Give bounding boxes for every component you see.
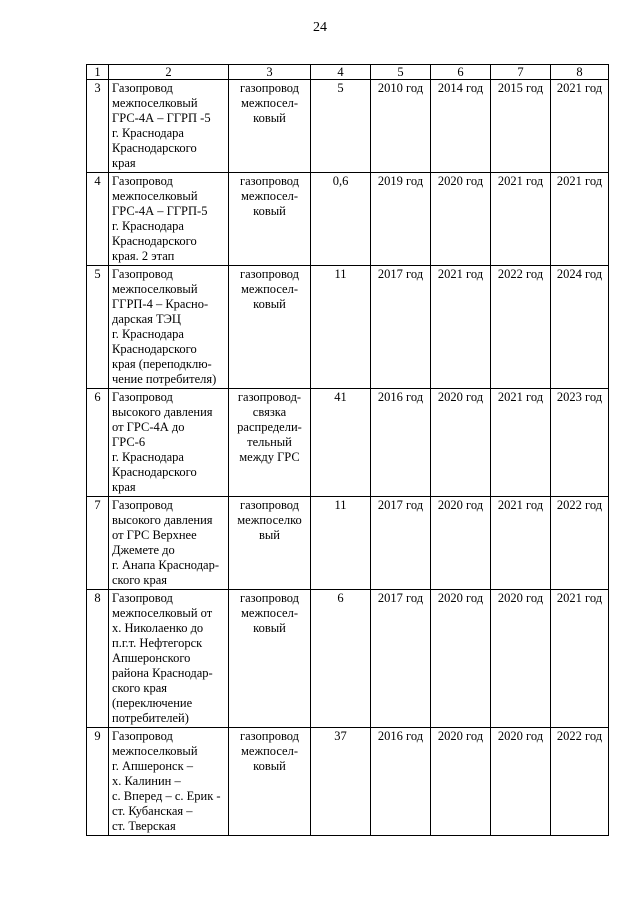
table-row — [87, 497, 609, 590]
row-number: 4 — [87, 173, 109, 266]
pipeline-length: 11 — [311, 266, 371, 389]
pipeline-type: газопровод межпосел- ковый — [229, 728, 311, 836]
table-row — [87, 266, 609, 389]
column-header: 8 — [551, 65, 609, 80]
pipeline-name: Газопровод межпоселковый от х. Николаенко до п.г.т. Нефтегорск Апшеронского района Краснодар- ского края (переключение потребителей) — [109, 590, 229, 728]
pipeline-type: газопровод межпосел- ковый — [229, 590, 311, 728]
column-header: 6 — [431, 65, 491, 80]
year-cell: 2020 год — [431, 590, 491, 728]
pipeline-length: 6 — [311, 590, 371, 728]
row-number: 9 — [87, 728, 109, 836]
year-cell: 2022 год — [551, 497, 609, 590]
year-cell: 2020 год — [431, 728, 491, 836]
year-cell: 2021 год — [491, 389, 551, 497]
pipeline-length: 11 — [311, 497, 371, 590]
year-cell: 2010 год — [371, 80, 431, 173]
pipeline-name: Газопровод межпоселковый ГРС-4А – ГГРП-5 г. Краснодара Краснодарского края. 2 этап — [109, 173, 229, 266]
year-cell: 2017 год — [371, 497, 431, 590]
column-header: 5 — [371, 65, 431, 80]
pipeline-name: Газопровод межпоселковый г. Апшеронск – х. Калинин – с. Вперед – с. Ерик - ст. Кубанская – ст. Тверская — [109, 728, 229, 836]
row-number: 7 — [87, 497, 109, 590]
year-cell: 2017 год — [371, 266, 431, 389]
row-number: 5 — [87, 266, 109, 389]
year-cell: 2017 год — [371, 590, 431, 728]
year-cell: 2016 год — [371, 389, 431, 497]
table-row — [87, 173, 609, 266]
year-cell: 2021 год — [551, 590, 609, 728]
pipeline-type: газопровод межпосел- ковый — [229, 173, 311, 266]
pipeline-name: Газопровод высокого давления от ГРС Верхнее Джемете до г. Анапа Краснодар- ского края — [109, 497, 229, 590]
page-number: 24 — [313, 20, 327, 35]
year-cell: 2015 год — [491, 80, 551, 173]
year-cell: 2020 год — [491, 728, 551, 836]
pipeline-name: Газопровод высокого давления от ГРС-4А до ГРС-6 г. Краснодара Краснодарского края — [109, 389, 229, 497]
year-cell: 2016 год — [371, 728, 431, 836]
year-cell: 2021 год — [491, 173, 551, 266]
year-cell: 2021 год — [551, 80, 609, 173]
gas-pipeline-table — [86, 64, 609, 836]
pipeline-length: 37 — [311, 728, 371, 836]
row-number: 8 — [87, 590, 109, 728]
year-cell: 2021 год — [431, 266, 491, 389]
year-cell: 2014 год — [431, 80, 491, 173]
table-header-row — [87, 65, 609, 80]
year-cell: 2020 год — [431, 497, 491, 590]
row-number: 6 — [87, 389, 109, 497]
table-row — [87, 389, 609, 497]
year-cell: 2021 год — [551, 173, 609, 266]
pipeline-name: Газопровод межпоселковый ГГРП-4 – Красно- дарская ТЭЦ г. Краснодара Краснодарского края (переподклю- чение потребителя) — [109, 266, 229, 389]
pipeline-length: 5 — [311, 80, 371, 173]
year-cell: 2020 год — [431, 389, 491, 497]
year-cell: 2021 год — [491, 497, 551, 590]
year-cell: 2022 год — [551, 728, 609, 836]
pipeline-name: Газопровод межпоселковый ГРС-4А – ГГРП -5 г. Краснодара Краснодарского края — [109, 80, 229, 173]
year-cell: 2020 год — [431, 173, 491, 266]
column-header: 7 — [491, 65, 551, 80]
pipeline-length: 41 — [311, 389, 371, 497]
table-row — [87, 80, 609, 173]
year-cell: 2022 год — [491, 266, 551, 389]
column-header: 1 — [87, 65, 109, 80]
pipeline-type: газопровод межпосел- ковый — [229, 266, 311, 389]
table-row — [87, 590, 609, 728]
year-cell: 2019 год — [371, 173, 431, 266]
year-cell: 2020 год — [491, 590, 551, 728]
column-header: 4 — [311, 65, 371, 80]
pipeline-length: 0,6 — [311, 173, 371, 266]
table-row — [87, 728, 609, 836]
pipeline-type: газопровод межпосел- ковый — [229, 80, 311, 173]
year-cell: 2024 год — [551, 266, 609, 389]
year-cell: 2023 год — [551, 389, 609, 497]
pipeline-type: газопровод- связка распредели- тельный между ГРС — [229, 389, 311, 497]
row-number: 3 — [87, 80, 109, 173]
column-header: 2 — [109, 65, 229, 80]
pipeline-type: газопровод межпоселко вый — [229, 497, 311, 590]
column-header: 3 — [229, 65, 311, 80]
